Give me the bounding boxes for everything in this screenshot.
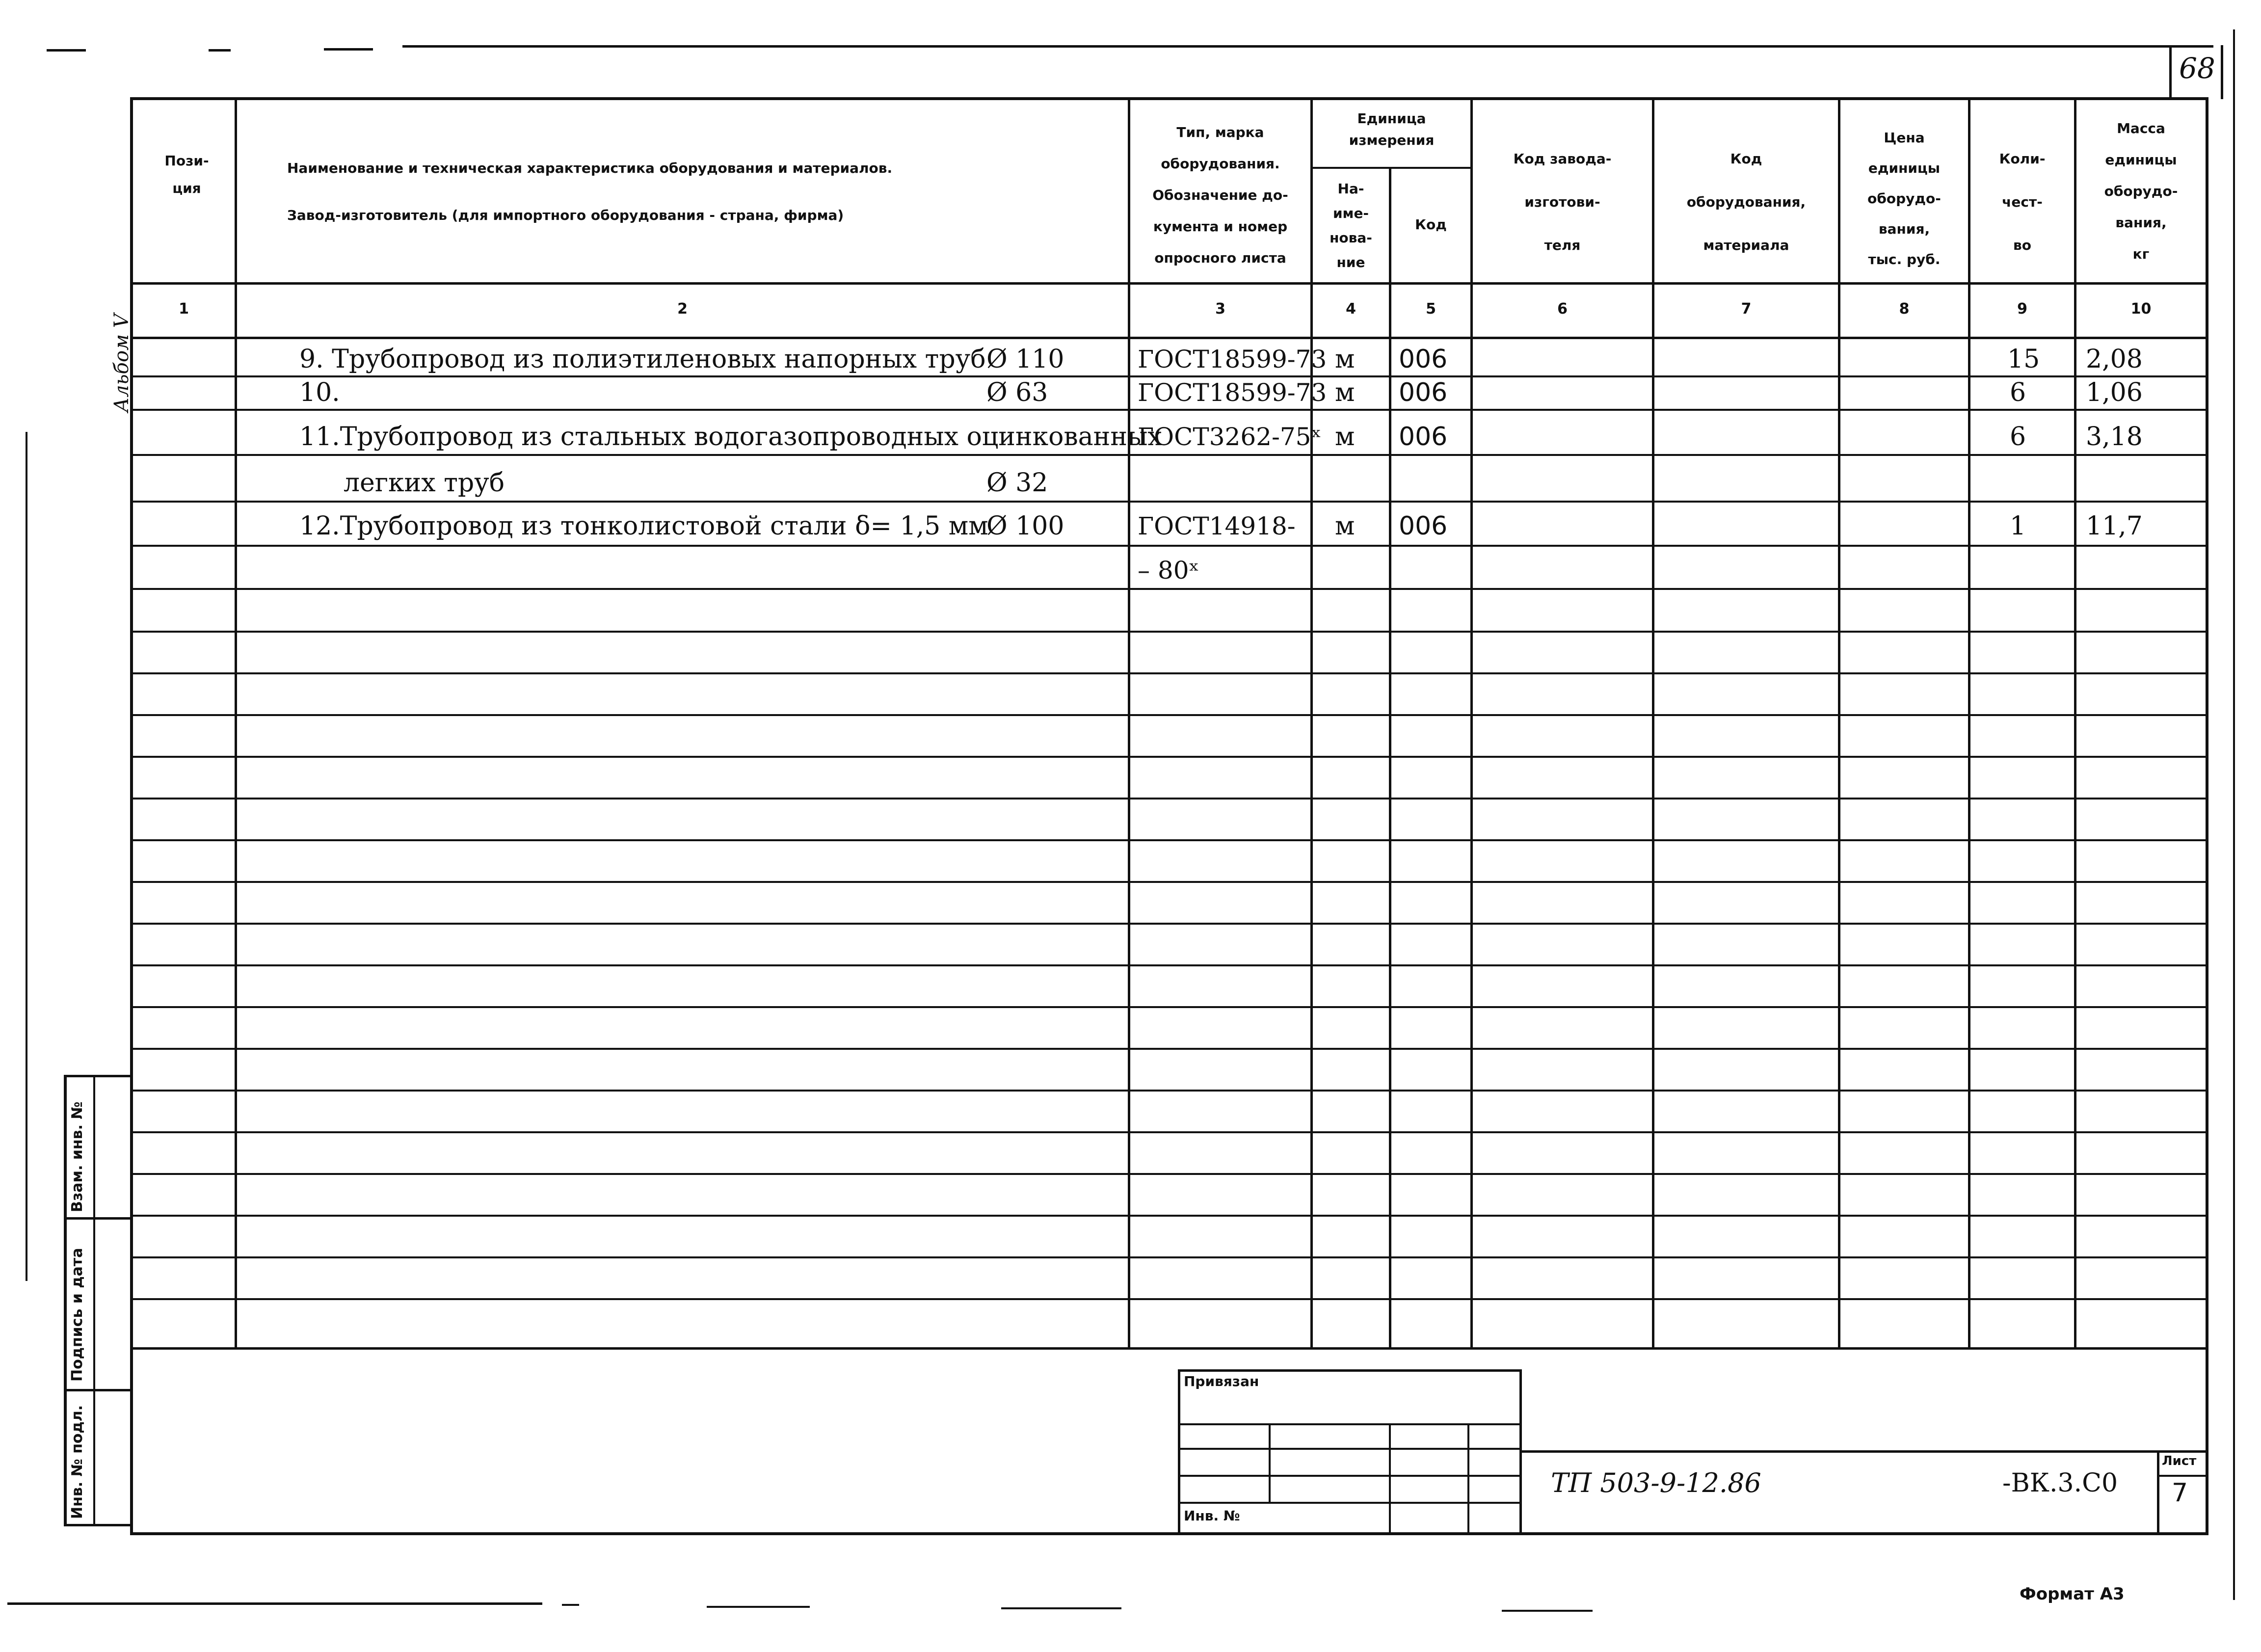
row-type: ГОСТ14918-	[1138, 512, 1296, 540]
row-code: 006	[1399, 378, 1448, 407]
header-col5: Код	[1415, 216, 1447, 233]
col-number-7: 7	[1741, 300, 1752, 318]
row-name: 12.Трубопровод из тонколистовой стали δ= 1,5 мм	[299, 511, 988, 541]
table-row-line	[130, 545, 2208, 547]
table-row-line	[130, 1090, 2208, 1092]
sheet-number: 7	[2172, 1478, 2188, 1508]
table-row-line	[130, 1048, 2208, 1050]
col-number-1: 1	[179, 300, 189, 318]
table-row-line	[130, 881, 2208, 883]
row-unit: м	[1335, 345, 1355, 374]
header-col10: Масса единицы оборудо- вания, кг	[2104, 120, 2178, 262]
header-col6: Код завода- изготови- теля	[1513, 151, 1612, 253]
table-row-line	[130, 1131, 2208, 1133]
row-type: ГОСТ18599-73	[1138, 345, 1327, 373]
table-row-line	[130, 923, 2208, 925]
col-number-9: 9	[2017, 300, 2027, 318]
row-unit: м	[1335, 511, 1355, 541]
col-number-4: 4	[1346, 300, 1356, 318]
header-col3: Тип, марка оборудования. Обозначение до- кумента и номер опросного листа	[1152, 124, 1288, 266]
row-diameter: Ø 63	[986, 378, 1048, 407]
col-number-5: 5	[1426, 300, 1436, 318]
format-label: Формат А3	[2020, 1584, 2125, 1604]
doc-number: ТП 503-9-12.86	[1551, 1467, 1761, 1498]
row-mass: 3,18	[2086, 422, 2143, 452]
row-diameter: Ø 100	[986, 511, 1064, 541]
row-unit: м	[1335, 378, 1355, 407]
row-qty: 6	[2010, 378, 2026, 407]
row-code: 006	[1399, 345, 1448, 374]
table-row-line	[130, 672, 2208, 674]
signature-date-label: Подпись и дата	[69, 1248, 86, 1382]
table-row-line	[130, 1006, 2208, 1008]
row-name: 9. Трубопровод из полиэтиленовых напорных труб	[299, 345, 986, 374]
sheet-label: Лист	[2162, 1454, 2197, 1468]
header-col8: Цена единицы оборудо- вания, тыс. руб.	[1867, 130, 1941, 267]
table-row-line	[130, 964, 2208, 966]
row-qty: 1	[2010, 511, 2026, 541]
row-mass: 2,08	[2086, 345, 2143, 374]
row-unit: м	[1335, 422, 1355, 452]
table-row-line	[130, 798, 2208, 799]
album-label: Альбом V	[110, 314, 133, 412]
col-number-3: 3	[1215, 300, 1225, 318]
table-row-line	[130, 409, 2208, 411]
doc-suffix: -ВК.3.С0	[2002, 1468, 2118, 1498]
row-name: легких труб	[344, 468, 505, 498]
table-row-line	[130, 1215, 2208, 1217]
header-unit: Единица измерения	[1349, 110, 1435, 148]
privyazan-label: Привязан	[1184, 1373, 1259, 1389]
col-number-10: 10	[2130, 300, 2152, 318]
row-mass: 1,06	[2086, 378, 2143, 407]
row-qty: 15	[2007, 345, 2040, 374]
row-code: 006	[1399, 422, 1448, 452]
table-row-line	[130, 714, 2208, 716]
table-row-line	[130, 839, 2208, 841]
header-col7: Код оборудования, материала	[1686, 151, 1806, 253]
header-col1: Пози- ция	[164, 153, 209, 196]
row-type: – 80ˣ	[1138, 556, 1199, 585]
row-code: 006	[1399, 511, 1448, 541]
table-row-line	[130, 1256, 2208, 1258]
table-row-line	[130, 631, 2208, 633]
row-qty: 6	[2010, 422, 2026, 452]
table-row-line	[130, 501, 2208, 503]
row-name: 10.	[299, 378, 340, 407]
vzam-inv-label: Взам. инв. №	[69, 1101, 86, 1212]
table-row-line	[130, 454, 2208, 456]
row-name: 11.Трубопровод из стальных водогазопроводных оцинкованных	[299, 422, 1162, 452]
table-row-line	[130, 1298, 2208, 1300]
inv-podl-label: Инв. № подл.	[69, 1405, 86, 1519]
table-row-line	[130, 756, 2208, 758]
row-mass: 11,7	[2086, 511, 2143, 541]
col-number-2: 2	[677, 300, 688, 318]
row-diameter: Ø 32	[986, 468, 1048, 498]
table-row-line	[130, 1173, 2208, 1175]
table-row-line	[130, 588, 2208, 590]
header-col2: Наименование и техническая характеристика оборудования и материалов. Завод-изготовитель (для импортного оборудования - страна, фирма)	[287, 160, 893, 223]
row-diameter: Ø 110	[986, 345, 1064, 374]
col-number-6: 6	[1557, 300, 1568, 318]
row-type: ГОСТ3262-75ˣ	[1138, 423, 1322, 451]
page-number: 68	[2179, 52, 2215, 85]
header-col4: На- име- нова- ние	[1330, 181, 1372, 270]
inv-no-label: Инв. №	[1184, 1508, 1240, 1524]
row-type: ГОСТ18599-73	[1138, 378, 1327, 407]
col-number-8: 8	[1899, 300, 1910, 318]
header-col9: Коли- чест- во	[1999, 151, 2046, 253]
